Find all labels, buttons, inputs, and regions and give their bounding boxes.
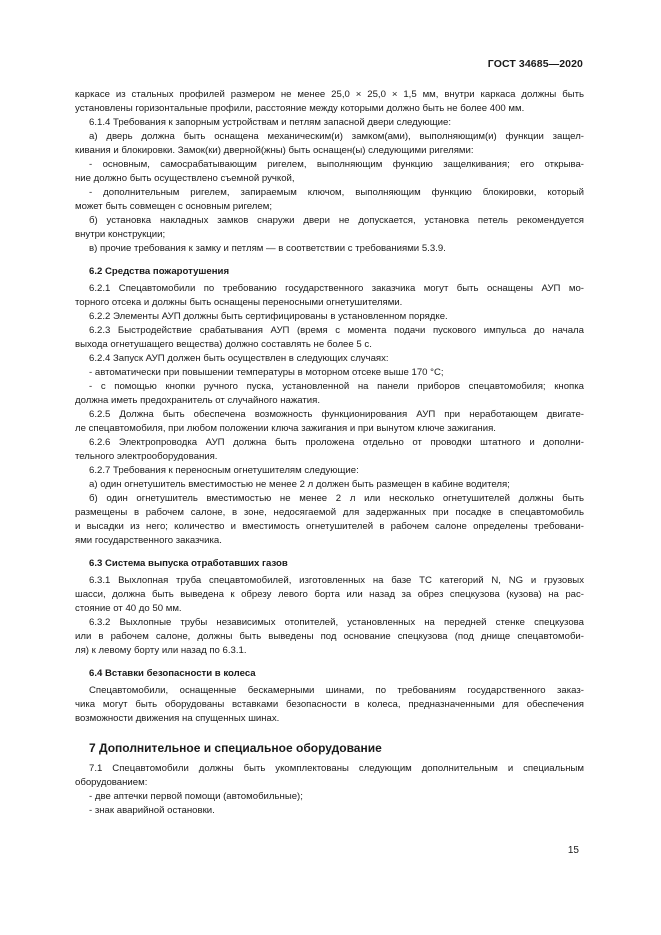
- text-line: - знак аварийной остановки.: [89, 805, 215, 816]
- text-line: - две аптечки первой помощи (автомобильные);: [89, 791, 303, 802]
- text-line: внутри конструкции;: [75, 229, 166, 240]
- text-line: ле спецавтомобиля, при любом положении ключа зажигания и при вынутом ключе зажигания.: [75, 423, 496, 434]
- text-line: ние должно быть осуществлено съемной ручкой,: [75, 173, 295, 184]
- text-line: - автоматически при повышении температуры в моторном отсеке выше 170 °С;: [89, 367, 444, 378]
- text-line: возможности движения на спущенных шинах.: [75, 713, 280, 724]
- text-line: шасси, должна быть выведена к обрезу левого борта или назад за обрез спецкузова (кузова) на рас-: [75, 589, 584, 600]
- section-heading: 6.3 Система выпуска отработавших газов: [89, 558, 288, 569]
- text-line: 6.1.4 Требования к запорным устройствам и петлям запасной двери следующие:: [89, 117, 452, 128]
- text-line: может быть совмещен с основным ригелем;: [75, 201, 272, 212]
- text-line: установлены горизонтальные профили, расстояние между которыми должно быть не более 400 мм.: [75, 103, 525, 114]
- text-line: 6.2.6 Электропроводка АУП должна быть проложена отдельно от проводки штатного и дополни-: [89, 437, 584, 448]
- text-line: - основным, самосрабатывающим ригелем, выполняющим функцию защелкивания; его открыва-: [89, 159, 584, 170]
- text-line: и высадки из него; количество и вместимость огнетушителей в рабочем салоне определены требовани-: [75, 521, 584, 532]
- text-line: 6.2.1 Спецавтомобили по требованию государственного заказчика могут быть оснащены АУП мо-: [89, 283, 584, 294]
- text-line: чика могут быть оборудованы вставками безопасности в колеса, предназначенными для обеспечения: [75, 699, 584, 710]
- page-number: 15: [567, 845, 579, 856]
- text-line: тельного электрооборудования.: [75, 451, 218, 462]
- text-line: 6.3.1 Выхлопная труба спецавтомобилей, изготовленных на базе ТС категорий N, NG и грузовых: [89, 575, 584, 586]
- text-line: - дополнительным ригелем, запираемым ключом, выполняющим функцию блокировки, который: [89, 187, 584, 198]
- text-line: 6.2.4 Запуск АУП должен быть осуществлен в следующих случаях:: [89, 353, 389, 364]
- text-line: ля) к левому борту или назад по 6.3.1.: [75, 645, 247, 656]
- text-line: ями государственного заказчика.: [75, 535, 222, 546]
- text-line: каркасе из стальных профилей размером не менее 25,0 × 25,0 × 1,5 мм, внутри каркаса должны быть: [75, 89, 584, 100]
- text-line: в) прочие требования к замку и петлям — в соответствии с требованиями 5.3.9.: [89, 243, 446, 254]
- text-line: размещены в рабочем салоне, в зоне, недосягаемой для задержанных при посадке в спецавтомобиль: [75, 507, 584, 518]
- text-line: выхода огнетушащего вещества) должно составлять не более 5 с.: [75, 339, 372, 350]
- chapter-heading: 7 Дополнительное и специальное оборудование: [89, 741, 382, 755]
- text-line: б) один огнетушитель вместимостью не менее 2 л или несколько огнетушителей должны быть: [89, 493, 584, 504]
- document-body: [75, 88, 584, 818]
- text-line: должна иметь предохранитель от случайного нажатия.: [75, 395, 321, 406]
- text-line: оборудованием:: [75, 777, 148, 788]
- text-line: торного отсека и должны быть оснащены переносными огнетушителями.: [75, 297, 403, 308]
- section-heading: 6.4 Вставки безопасности в колеса: [89, 668, 256, 679]
- text-line: - с помощью кнопки ручного пуска, установленной на панели приборов спецавтомобиля; кнопка: [89, 381, 584, 392]
- document-header: ГОСТ 34685—2020: [487, 58, 583, 70]
- section-heading: 6.2 Средства пожаротушения: [89, 266, 230, 277]
- text-line: а) один огнетушитель вместимостью не менее 2 л должен быть размещен в кабине водителя;: [89, 479, 510, 490]
- text-line: Спецавтомобили, оснащенные бескамерными шинами, по требованиям государственного заказ-: [89, 685, 584, 696]
- text-line: 6.3.2 Выхлопные трубы независимых отопителей, установленных на передней стенке спецкузова: [89, 617, 584, 628]
- text-line: 6.2.3 Быстродействие срабатывания АУП (время с момента подачи пускового импульса до начала: [89, 325, 584, 336]
- text-line: кивания и блокировки. Замок(ки) дверной(жны) быть оснащен(ы) следующими ригелями:: [75, 145, 474, 156]
- text-line: б) установка накладных замков снаружи двери не допускается, установка петель рекомендуется: [89, 215, 584, 226]
- text-line: стояние от 40 до 50 мм.: [75, 603, 182, 614]
- text-line: 6.2.2 Элементы АУП должны быть сертифицированы в установленном порядке.: [89, 311, 448, 322]
- text-line: а) дверь должна быть оснащена механическим(и) замком(ами), выполняющим(и) функции защел-: [89, 131, 584, 142]
- text-line: 7.1 Спецавтомобили должны быть укомплектованы следующим дополнительным и специальным: [89, 763, 584, 774]
- text-line: 6.2.5 Должна быть обеспечена возможность функционирования АУП при неработающем двигате-: [89, 409, 584, 420]
- text-line: или в рабочем салоне, должны быть выведены под основание спецкузова (под днище спецавтомоби-: [75, 631, 584, 642]
- text-line: 6.2.7 Требования к переносным огнетушителям следующие:: [89, 465, 359, 476]
